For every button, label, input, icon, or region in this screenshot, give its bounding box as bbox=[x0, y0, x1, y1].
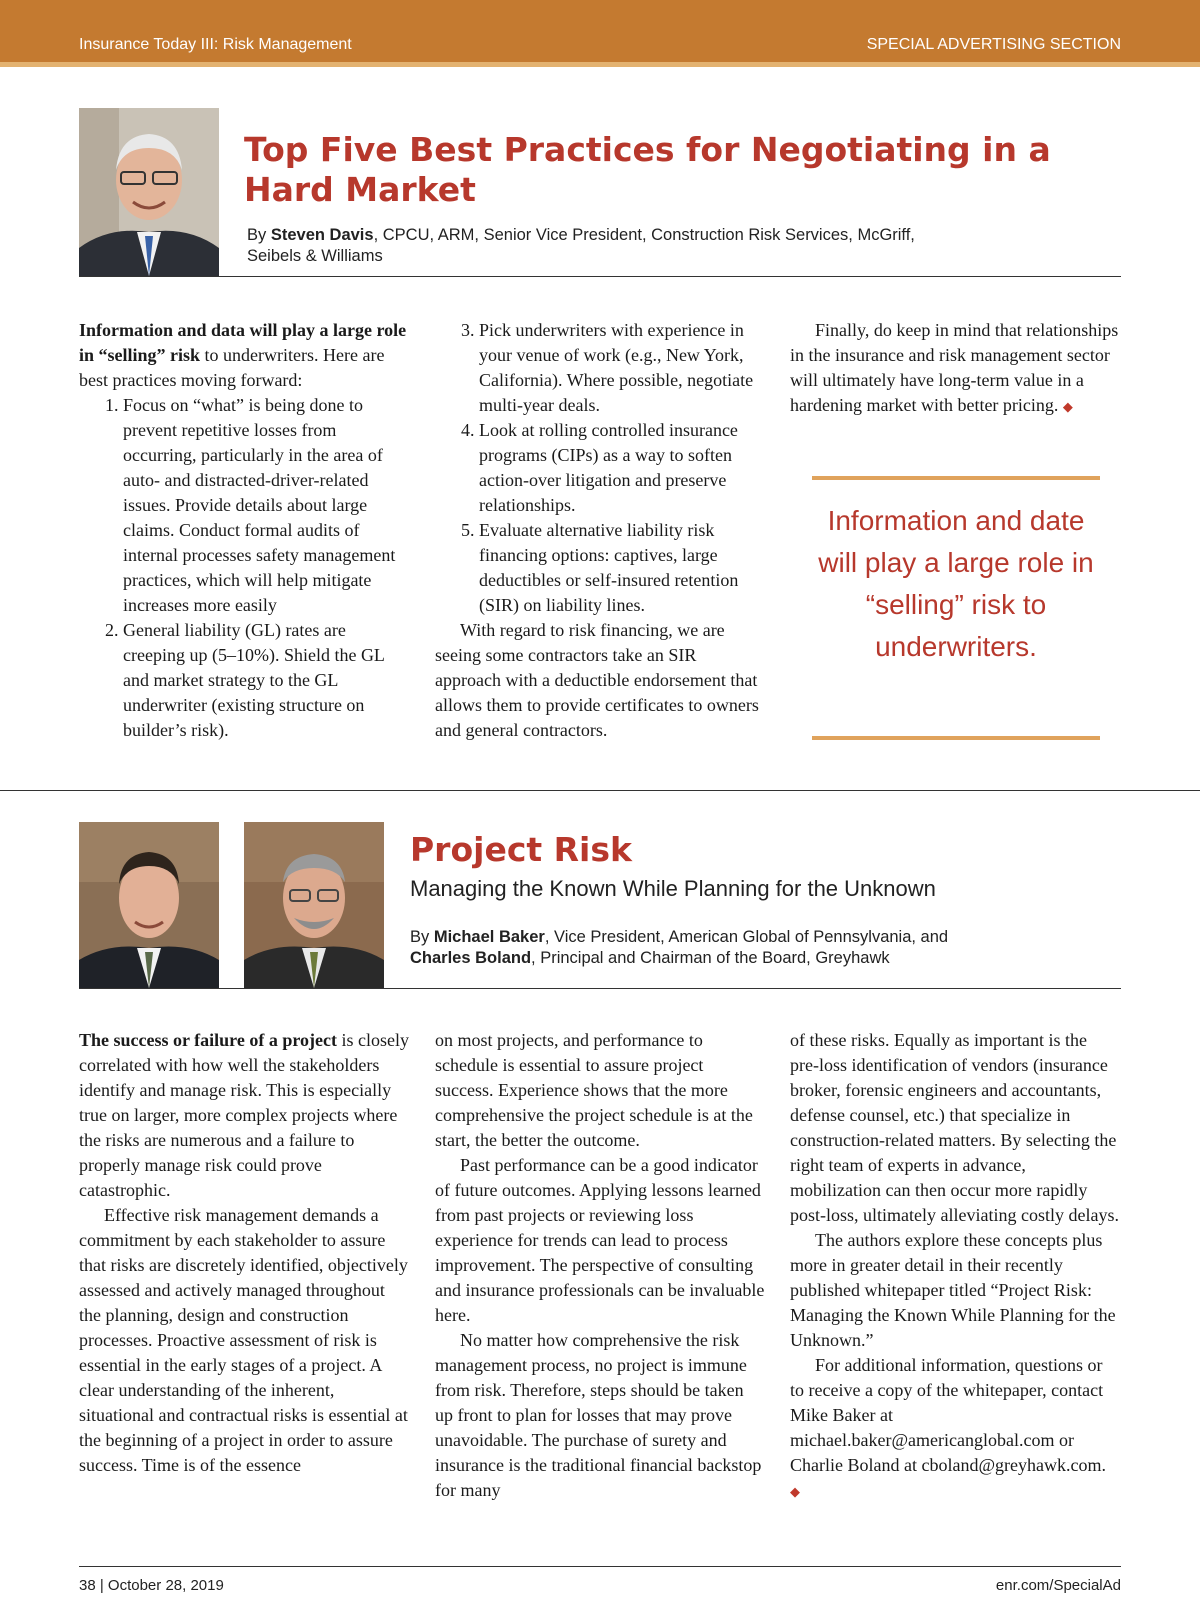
pull-quote-bottom-rule bbox=[812, 736, 1100, 740]
paragraph: on most projects, and performance to schedule is essential to assure project success. Experience shows that the more comprehensive the project schedule is at the start, the better the outcome. bbox=[435, 1030, 753, 1150]
article2-column-2 bbox=[435, 1028, 765, 1503]
article2-column-3 bbox=[790, 1028, 1120, 1504]
section-title: Insurance Today III: Risk Management bbox=[79, 36, 352, 53]
paragraph bbox=[790, 1353, 1120, 1504]
page-number-date: 38 | October 28, 2019 bbox=[79, 1577, 224, 1594]
article1-byline bbox=[247, 225, 927, 267]
practice-item: 4. Look at rolling controlled insurance programs (CIPs) as a way to soften action-over litigation and preserve relationships. bbox=[479, 418, 765, 518]
author-photo-charles-boland bbox=[244, 822, 384, 988]
byline-prefix: By bbox=[247, 226, 271, 244]
practices-list-part1 bbox=[79, 393, 409, 743]
pull-quote-top-rule bbox=[812, 476, 1100, 480]
paragraph bbox=[79, 1028, 409, 1203]
byline-line-1 bbox=[410, 927, 1110, 948]
article2-subtitle: Managing the Known While Planning for the Unknown bbox=[410, 876, 936, 901]
article1-column-1 bbox=[79, 318, 409, 743]
article2-column-1 bbox=[79, 1028, 409, 1478]
footer-rule bbox=[79, 1566, 1121, 1567]
author-name: Steven Davis bbox=[270, 226, 374, 244]
article1-header-rule bbox=[79, 276, 1121, 277]
intro-bold: Information and data will play a large role in “selling” risk bbox=[79, 320, 407, 365]
section-divider bbox=[0, 790, 1200, 791]
final-text: Finally, do keep in mind that relationships in the insurance and risk management sector will ultimately have long-term value in a hardening market with better pricing. bbox=[790, 320, 1119, 415]
intro-text: to underwriters. Here are best practices moving forward: bbox=[79, 345, 385, 390]
author-credentials: , Vice President, American Global of Pennsylvania, and bbox=[544, 928, 949, 946]
paragraph: The authors explore these concepts plus more in greater detail in their recently published whitepaper titled “Project Risk: Managing the Known While Planning for the Unknown.” bbox=[790, 1230, 1116, 1350]
risk-financing-paragraph: With regard to risk financing, we are seeing some contractors take an SIR approach with a deductible endorsement that allows them to provide certificates to owners and general contractors. bbox=[435, 620, 759, 740]
author-photo-steven-davis bbox=[79, 108, 219, 276]
practice-item: 1. Focus on “what” is being done to prevent repetitive losses from occurring, particularly in the area of auto- and distracted-driver-related issues. Provide details about large claims. Conduct formal audits of internal processes safety management practices, which will help mitigate increases more easily bbox=[123, 393, 409, 618]
pull-quote: Information and date will play a large role in “selling” risk to underwriters. bbox=[818, 505, 1094, 662]
byline-prefix: By bbox=[410, 928, 434, 946]
end-mark-icon: ◆ bbox=[1062, 399, 1073, 414]
lead-text: is closely correlated with how well the stakeholders identify and manage risk. This is especially true on larger, more complex projects where the risks are numerous and a failure to properly manage risk could prove catastrophic. bbox=[79, 1030, 409, 1200]
article1-title: Top Five Best Practices for Negotiating in a Hard Market bbox=[244, 130, 1051, 209]
article2-title: Project Risk bbox=[410, 830, 632, 869]
article2-header-rule bbox=[79, 988, 1121, 989]
author-name: Charles Boland bbox=[410, 949, 532, 967]
author-credentials: , CPCU, ARM, Senior Vice President, Construction Risk Services, McGriff, Seibels & Williams bbox=[247, 226, 915, 265]
intro-paragraph bbox=[79, 318, 409, 393]
article1-column-3 bbox=[790, 318, 1120, 419]
author-name: Michael Baker bbox=[433, 928, 545, 946]
practice-item: 3. Pick underwriters with experience in your venue of work (e.g., New York, California). Where possible, negotiate multi-year deals. bbox=[479, 318, 765, 418]
header-accent-line bbox=[0, 62, 1200, 67]
practice-item: 2. General liability (GL) rates are creeping up (5–10%). Shield the GL and market strategy to the GL underwriter (existing structure on builder’s risk). bbox=[123, 618, 409, 743]
byline-line-2 bbox=[410, 948, 1110, 969]
article2-byline bbox=[410, 927, 1110, 969]
author-credentials: , Principal and Chairman of the Board, Greyhawk bbox=[531, 949, 890, 967]
paragraph: Effective risk management demands a commitment by each stakeholder to assure that risks are discretely identified, objectively assessed and actively managed throughout the planning, design and construction processes. Proactive assessment of risk is essential in the early stages of a project. A clear understanding of the inherent, situational and contractual risks is essential at the beginning of a project in order to assure success. Time is of the essence bbox=[79, 1205, 408, 1475]
article1-column-2 bbox=[435, 318, 765, 743]
lead-bold: The success or failure of a project bbox=[79, 1030, 337, 1050]
paragraph: of these risks. Equally as important is the pre-loss identification of vendors (insurance broker, forensic engineers and accountants, defense counsel, etc.) that specialize in construction-related matters. By selecting the right team of experts in advance, mobilization can then occur more rapidly post-loss, ultimately alleviating costly delays. bbox=[790, 1030, 1119, 1225]
contact-text: For additional information, questions or to receive a copy of the whitepaper, contact Mike Baker at michael.baker@americanglobal.com or Charlie Boland at cboland@greyhawk.com. bbox=[790, 1355, 1106, 1475]
practices-list-part2 bbox=[435, 318, 765, 618]
advertising-label: SPECIAL ADVERTISING SECTION bbox=[866, 36, 1121, 53]
footer-url: enr.com/SpecialAd bbox=[995, 1577, 1121, 1594]
practice-item: 5. Evaluate alternative liability risk financing options: captives, large deductibles or self-insured retention (SIR) on liability lines. bbox=[479, 518, 765, 618]
paragraph: No matter how comprehensive the risk management process, no project is immune from risk. Therefore, steps should be taken up front to plan for losses that may prove unavoidable. The purchase of surety and insurance is the traditional financial backstop for many bbox=[435, 1330, 762, 1500]
final-paragraph bbox=[790, 318, 1120, 419]
end-mark-icon: ◆ bbox=[790, 1484, 800, 1499]
paragraph: Past performance can be a good indicator of future outcomes. Applying lessons learned from past projects or reviewing loss experience for trends can lead to process improvement. The perspective of consulting and insurance professionals can be invaluable here. bbox=[435, 1155, 765, 1325]
author-photo-michael-baker bbox=[79, 822, 219, 988]
